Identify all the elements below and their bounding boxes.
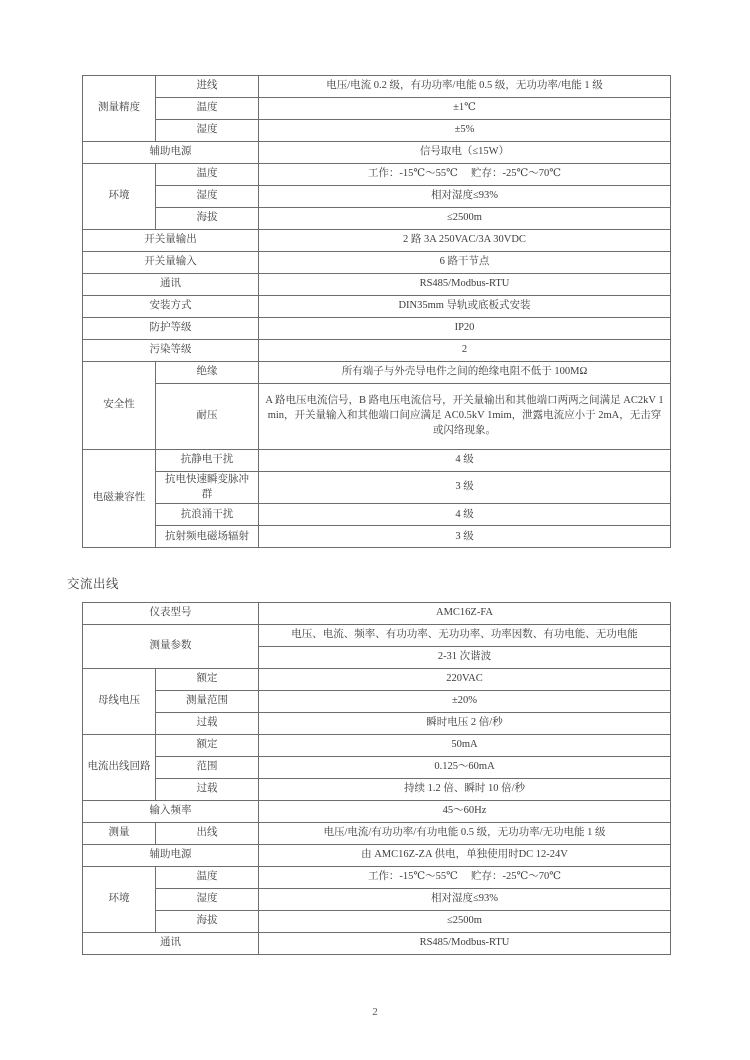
table-row [83, 867, 671, 889]
table-row [83, 691, 671, 713]
spec-value-cell: 工作：-15℃～55℃ 贮存：-25℃～70℃ [259, 867, 671, 889]
spec-label-cell: 温度 [156, 98, 259, 120]
table-row [83, 779, 671, 801]
table-row [83, 230, 671, 252]
spec-value-cell: 6 路干节点 [259, 252, 671, 274]
table-row [83, 164, 671, 186]
spec-label-cell: 电磁兼容性 [83, 450, 156, 548]
spec-label-cell: 抗射频电磁场辐射 [156, 526, 259, 548]
spec-value-cell: IP20 [259, 318, 671, 340]
spec-value-cell: RS485/Modbus-RTU [259, 274, 671, 296]
table-row [83, 296, 671, 318]
table-row [83, 318, 671, 340]
spec-label-cell: 绝缘 [156, 362, 259, 384]
spec-table-ac-outgoing [82, 602, 671, 955]
table-row [83, 384, 671, 450]
table-row [83, 526, 671, 548]
spec-label-cell: 额定 [156, 669, 259, 691]
spec-value-cell: 3 级 [259, 526, 671, 548]
spec-label-cell: 海拔 [156, 911, 259, 933]
spec-label-cell: 环境 [83, 164, 156, 230]
table-row [83, 713, 671, 735]
spec-value-cell: ≤2500m [259, 911, 671, 933]
spec-label-cell: 出线 [156, 823, 259, 845]
spec-value-cell: DIN35mm 导轨或底板式安装 [259, 296, 671, 318]
spec-label-cell: 辅助电源 [83, 142, 259, 164]
spec-label-cell: 母线电压 [83, 669, 156, 735]
table-row [83, 76, 671, 98]
spec-label-cell: 测量范围 [156, 691, 259, 713]
spec-label-cell: 过载 [156, 713, 259, 735]
table-row [83, 845, 671, 867]
spec-value-cell: 相对湿度≤93% [259, 186, 671, 208]
spec-value-cell: ±5% [259, 120, 671, 142]
table-row [83, 274, 671, 296]
spec-label-cell: 测量精度 [83, 76, 156, 142]
spec-value-cell: 相对湿度≤93% [259, 889, 671, 911]
spec-value-cell: 3 级 [259, 472, 671, 504]
spec-value-cell: RS485/Modbus-RTU [259, 933, 671, 955]
spec-label-cell: 安全性 [83, 362, 156, 450]
spec-label-cell: 测量 [83, 823, 156, 845]
spec-value-cell: 220VAC [259, 669, 671, 691]
spec-label-cell: 防护等级 [83, 318, 259, 340]
spec-value-cell: 电压/电流 0.2 级，有功功率/电能 0.5 级，无功功率/电能 1 级 [259, 76, 671, 98]
spec-label-cell: 安装方式 [83, 296, 259, 318]
table-row [83, 801, 671, 823]
spec-value-cell: 持续 1.2 倍、瞬时 10 倍/秒 [259, 779, 671, 801]
spec-value-cell: 瞬时电压 2 倍/秒 [259, 713, 671, 735]
spec-value-cell: 0.125～60mA [259, 757, 671, 779]
table-row [83, 142, 671, 164]
spec-value-cell: 所有端子与外壳导电件之间的绝缘电阻不低于 100MΩ [259, 362, 671, 384]
table-row [83, 933, 671, 955]
spec-label-cell: 通讯 [83, 274, 259, 296]
spec-value-cell: ±1℃ [259, 98, 671, 120]
spec-label-cell: 仪表型号 [83, 603, 259, 625]
spec-value-cell: 电压/电流/有功功率/有功电能 0.5 级，无功功率/无功电能 1 级 [259, 823, 671, 845]
spec-label-cell: 耐压 [156, 384, 259, 450]
table-row [83, 603, 671, 625]
table-row [83, 120, 671, 142]
table-row [83, 472, 671, 504]
page-number: 2 [372, 1006, 378, 1018]
spec-label-cell: 通讯 [83, 933, 259, 955]
spec-label-cell: 辅助电源 [83, 845, 259, 867]
table-row [83, 340, 671, 362]
table-row [83, 625, 671, 647]
spec-label-cell: 过载 [156, 779, 259, 801]
spec-label-cell: 进线 [156, 76, 259, 98]
table-row [83, 98, 671, 120]
spec-label-cell: 温度 [156, 164, 259, 186]
spec-value-cell: ≤2500m [259, 208, 671, 230]
spec-label-cell: 湿度 [156, 186, 259, 208]
table-row [83, 504, 671, 526]
spec-value-cell: 信号取电（≤15W） [259, 142, 671, 164]
spec-value-cell: 2-31 次谐波 [259, 647, 671, 669]
spec-table-general [82, 75, 671, 548]
spec-value-cell: ±20% [259, 691, 671, 713]
table-row [83, 252, 671, 274]
table-row [83, 362, 671, 384]
spec-value-cell: 由 AMC16Z-ZA 供电，单独使用时DC 12-24V [259, 845, 671, 867]
spec-value-cell: 电压、电流、频率、有功功率、无功功率、功率因数、有功电能、无功电能 [259, 625, 671, 647]
table-row [83, 911, 671, 933]
spec-value-cell: 50mA [259, 735, 671, 757]
spec-label-cell: 湿度 [156, 889, 259, 911]
section-heading-ac-outgoing: 交流出线 [67, 577, 120, 591]
spec-label-cell: 抗静电干扰 [156, 450, 259, 472]
table-row [83, 823, 671, 845]
table-row [83, 186, 671, 208]
table-row [83, 735, 671, 757]
spec-value-cell: AMC16Z-FA [259, 603, 671, 625]
spec-value-cell: 工作：-15℃～55℃ 贮存：-25℃～70℃ [259, 164, 671, 186]
spec-label-cell: 湿度 [156, 120, 259, 142]
spec-label-cell: 开关量输入 [83, 252, 259, 274]
spec-value-cell: 4 级 [259, 504, 671, 526]
spec-label-cell: 开关量输出 [83, 230, 259, 252]
spec-label-cell: 污染等级 [83, 340, 259, 362]
spec-label-cell: 测量参数 [83, 625, 259, 669]
spec-value-cell: A 路电压电流信号，B 路电压电流信号，开关量输出和其他端口两两之间满足 AC2kV 1min，开关量输入和其他端口间应满足 AC0.5kV 1mim，泄露电流应小于 2mA，无击穿或闪络现象。 [259, 384, 671, 450]
spec-label-cell: 范围 [156, 757, 259, 779]
table-row [83, 208, 671, 230]
spec-label-cell: 电流出线回路 [83, 735, 156, 801]
spec-value-cell: 4 级 [259, 450, 671, 472]
spec-label-cell: 环境 [83, 867, 156, 933]
spec-label-cell: 海拔 [156, 208, 259, 230]
spec-value-cell: 2 [259, 340, 671, 362]
spec-value-cell: 2 路 3A 250VAC/3A 30VDC [259, 230, 671, 252]
spec-label-cell: 温度 [156, 867, 259, 889]
table-row [83, 450, 671, 472]
table-row [83, 889, 671, 911]
spec-label-cell: 抗浪涌干扰 [156, 504, 259, 526]
spec-value-cell: 45～60Hz [259, 801, 671, 823]
table-row [83, 669, 671, 691]
table-row [83, 757, 671, 779]
spec-label-cell: 额定 [156, 735, 259, 757]
spec-label-cell: 抗电快速瞬变脉冲群 [156, 472, 259, 504]
spec-label-cell: 输入频率 [83, 801, 259, 823]
